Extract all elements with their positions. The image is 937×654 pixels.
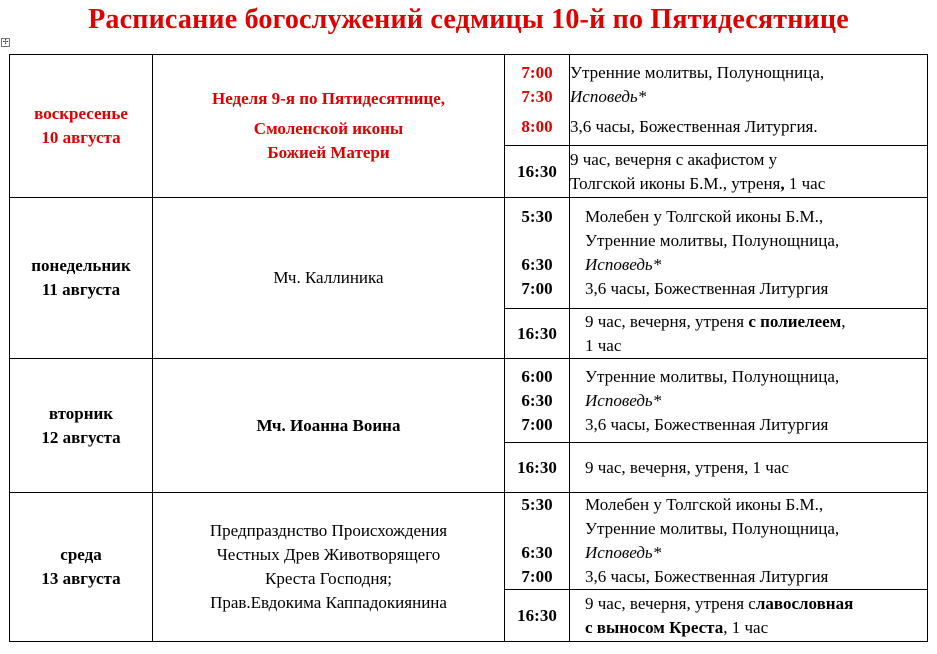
evening-time: 16:30 xyxy=(505,590,570,642)
service-time: 6:30 xyxy=(521,543,553,562)
feast-cell xyxy=(153,493,505,642)
evening-services-cell xyxy=(570,309,928,359)
feast-line: Честных Древ Животворящего xyxy=(216,545,441,564)
confession-note: Исповедь* xyxy=(570,87,647,106)
evening-services-cell xyxy=(570,146,928,198)
page-title: Расписание богослужений седмицы 10-й по Пятидесятнице xyxy=(88,4,849,35)
service-time: 5:30 xyxy=(521,495,553,514)
feast-cell xyxy=(153,198,505,359)
feast-cell xyxy=(153,55,505,198)
morning-services-cell xyxy=(570,359,928,443)
feast-line: Смоленской иконы xyxy=(253,119,404,138)
evening-time: 16:30 xyxy=(505,443,570,493)
evening-time: 16:30 xyxy=(505,309,570,359)
morning-times-cell xyxy=(505,493,570,590)
service-line: Утренние молитвы, Полунощница, xyxy=(585,519,840,538)
service-time: 8:00 xyxy=(521,117,553,136)
service-time: 7:30 xyxy=(521,87,553,106)
evening-services-cell xyxy=(570,590,928,642)
service-time: 7:00 xyxy=(521,279,553,298)
date-label: 13 августа xyxy=(41,569,121,588)
service-line: 1 час xyxy=(585,335,622,355)
table-row xyxy=(10,55,928,146)
service-line: Молебен у Толгской иконы Б.М., xyxy=(585,495,824,514)
feast-line: Божией Матери xyxy=(267,143,390,162)
weekday-label: воскресенье xyxy=(34,104,128,123)
feast-line: Мч. Иоанна Воина xyxy=(256,415,401,435)
service-time: 6:30 xyxy=(521,255,553,274)
day-cell xyxy=(10,198,153,359)
service-line: 3,6 часы, Божественная Литургия. xyxy=(570,117,818,136)
morning-times-cell xyxy=(505,198,570,309)
schedule-table xyxy=(9,54,928,642)
service-line: 9 час, вечерня, утреня с полиелеем, xyxy=(585,311,846,331)
weekday-label: среда xyxy=(60,545,102,564)
confession-note: Исповедь* xyxy=(585,255,662,274)
service-line: с выносом Креста, 1 час xyxy=(585,617,769,637)
service-line: Утренние молитвы, Полунощница, xyxy=(585,366,840,386)
morning-services-cell xyxy=(570,493,928,590)
morning-services-cell xyxy=(570,55,928,146)
day-cell xyxy=(10,493,153,642)
feast-line: Креста Господня; xyxy=(265,569,392,588)
table-row xyxy=(10,359,928,443)
confession-note: Исповедь* xyxy=(585,390,662,410)
evening-services-cell xyxy=(570,443,928,493)
feast-line: Неделя 9-я по Пятидесятнице, xyxy=(211,89,446,108)
feast-line: Прав.Евдокима Каппадокиянина xyxy=(210,593,447,612)
service-line: 3,6 часы, Божественная Литургия xyxy=(585,567,829,586)
feast-line: Мч. Каллиника xyxy=(273,268,384,287)
weekday-label: понедельник xyxy=(31,256,131,275)
service-line: 3,6 часы, Божественная Литургия xyxy=(585,414,829,434)
service-line: Толгской иконы Б.М., утреня, 1 час xyxy=(570,173,826,193)
service-time: 6:30 xyxy=(521,390,553,410)
service-line: 9 час, вечерня, утреня славословная xyxy=(585,593,854,613)
feast-line: Предпразднство Происхождения xyxy=(209,521,448,540)
service-time: 5:30 xyxy=(521,207,553,226)
service-time: 6:00 xyxy=(521,366,553,386)
feast-cell xyxy=(153,359,505,493)
service-time: 7:00 xyxy=(521,567,553,586)
morning-times-cell xyxy=(505,55,570,146)
day-cell xyxy=(10,55,153,198)
service-line: Утренние молитвы, Полунощница, xyxy=(570,63,825,82)
table-row xyxy=(10,493,928,590)
date-label: 10 августа xyxy=(41,128,121,147)
service-line: 3,6 часы, Божественная Литургия xyxy=(585,279,829,298)
date-label: 12 августа xyxy=(41,427,121,447)
table-row xyxy=(10,198,928,309)
service-time: 7:00 xyxy=(521,414,553,434)
morning-times-cell xyxy=(505,359,570,443)
weekday-label: вторник xyxy=(48,403,114,423)
service-line: 9 час, вечерня, утреня, 1 час xyxy=(585,457,789,477)
day-cell xyxy=(10,359,153,493)
service-time: 7:00 xyxy=(521,63,553,82)
date-label: 11 августа xyxy=(41,280,121,299)
service-line: Молебен у Толгской иконы Б.М., xyxy=(585,207,824,226)
confession-note: Исповедь* xyxy=(585,543,662,562)
morning-services-cell xyxy=(570,198,928,309)
service-line: 9 час, вечерня с акафистом у xyxy=(570,149,778,169)
service-line: Утренние молитвы, Полунощница, xyxy=(585,231,840,250)
evening-time: 16:30 xyxy=(505,146,570,198)
table-move-handle-icon[interactable]: ✢ xyxy=(2,38,9,46)
